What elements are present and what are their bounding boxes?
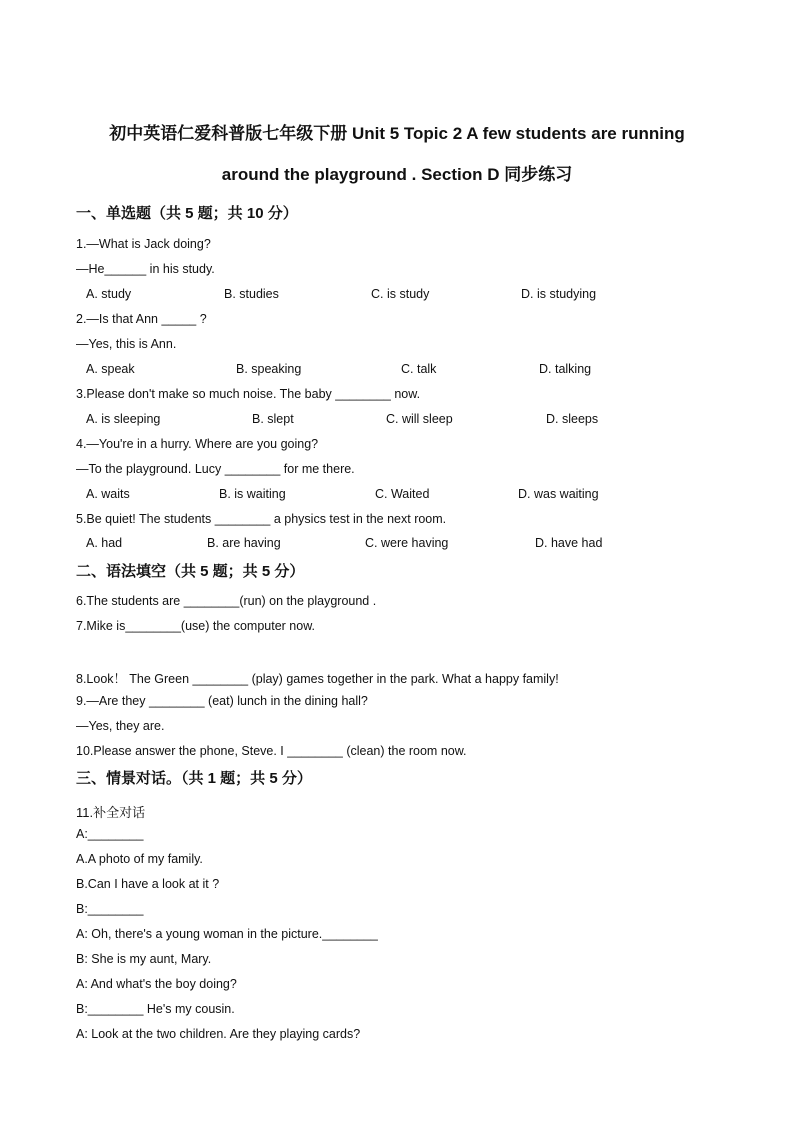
question-1-option-b: B. studies — [224, 287, 279, 301]
question-1-line-2: —He______ in his study. — [76, 262, 215, 276]
section-3-heading: 三、情景对话。（共 1 题；共 5 分） — [76, 770, 312, 787]
question-6-line: 6.The students are ________(run) on the playground . — [76, 594, 377, 608]
question-2-line-2: —Yes, this is Ann. — [76, 337, 177, 351]
question-4-option-c: C. Waited — [375, 487, 430, 501]
question-10-line: 10.Please answer the phone, Steve. I ________ (clean) the room now. — [76, 744, 467, 758]
question-1-option-a: A. study — [86, 287, 132, 301]
question-4-option-a: A. waits — [86, 487, 130, 501]
question-3-option-c: C. will sleep — [386, 412, 453, 426]
question-3-option-b: B. slept — [252, 412, 294, 426]
question-5-line-1: 5.Be quiet! The students ________ a physics test in the next room. — [76, 512, 447, 526]
question-5-option-c: C. were having — [365, 536, 449, 550]
question-9-line: 9.—Are they ________ (eat) lunch in the dining hall? — [76, 694, 368, 708]
dialogue-line-3: B.Can I have a look at it ? — [76, 877, 220, 891]
question-2-option-d: D. talking — [539, 362, 592, 376]
question-1-option-c: C. is study — [371, 287, 430, 301]
dialogue-line-5: A: Oh, there's a young woman in the picture.________ — [76, 927, 378, 941]
dialogue-line-1: A:________ — [76, 827, 144, 841]
dialogue-line-8: B:________ He's my cousin. — [76, 1002, 235, 1016]
question-3-option-d: D. sleeps — [546, 412, 599, 426]
question-4-option-d: D. was waiting — [518, 487, 599, 501]
dialogue-line-4: B:________ — [76, 902, 144, 916]
question-4-line-1: 4.—You're in a hurry. Where are you going? — [76, 437, 319, 451]
question-4-option-b: B. is waiting — [219, 487, 286, 501]
question-5-option-b: B. are having — [207, 536, 281, 550]
question-8-line: 8.Look！ The Green ________ (play) games together in the park. What a happy family! — [76, 672, 559, 686]
question-3-option-a: A. is sleeping — [86, 412, 161, 426]
dialogue-line-9: A: Look at the two children. Are they playing cards? — [76, 1027, 361, 1041]
question-1-line-1: 1.—What is Jack doing? — [76, 237, 211, 251]
document-title-line-2: around the playground . Section D 同步练习 — [221, 165, 573, 184]
question-2-option-b: B. speaking — [236, 362, 302, 376]
question-2-option-a: A. speak — [86, 362, 135, 376]
question-5-option-d: D. have had — [535, 536, 603, 550]
dialogue-line-7: A: And what's the boy doing? — [76, 977, 237, 991]
question-3-line-1: 3.Please don't make so much noise. The baby ________ now. — [76, 387, 421, 401]
question-4-line-2: —To the playground. Lucy ________ for me there. — [76, 462, 355, 476]
section-2-heading: 二、语法填空（共 5 题；共 5 分） — [76, 563, 305, 580]
question-7-line: 7.Mike is________(use) the computer now. — [76, 619, 316, 633]
dialogue-line-2: A.A photo of my family. — [76, 852, 203, 866]
document-title-line-1: 初中英语仁爱科普版七年级下册 Unit 5 Topic 2 A few students are running — [109, 124, 685, 143]
question-5-option-a: A. had — [86, 536, 123, 550]
question-11-title: 11.补全对话 — [76, 805, 146, 820]
question-2-line-1: 2.—Is that Ann _____ ? — [76, 312, 207, 326]
question-1-option-d: D. is studying — [521, 287, 597, 301]
question-9-answer-line: —Yes, they are. — [76, 719, 165, 733]
dialogue-line-6: B: She is my aunt, Mary. — [76, 952, 212, 966]
question-2-option-c: C. talk — [401, 362, 437, 376]
section-1-heading: 一、单选题（共 5 题；共 10 分） — [76, 205, 298, 222]
